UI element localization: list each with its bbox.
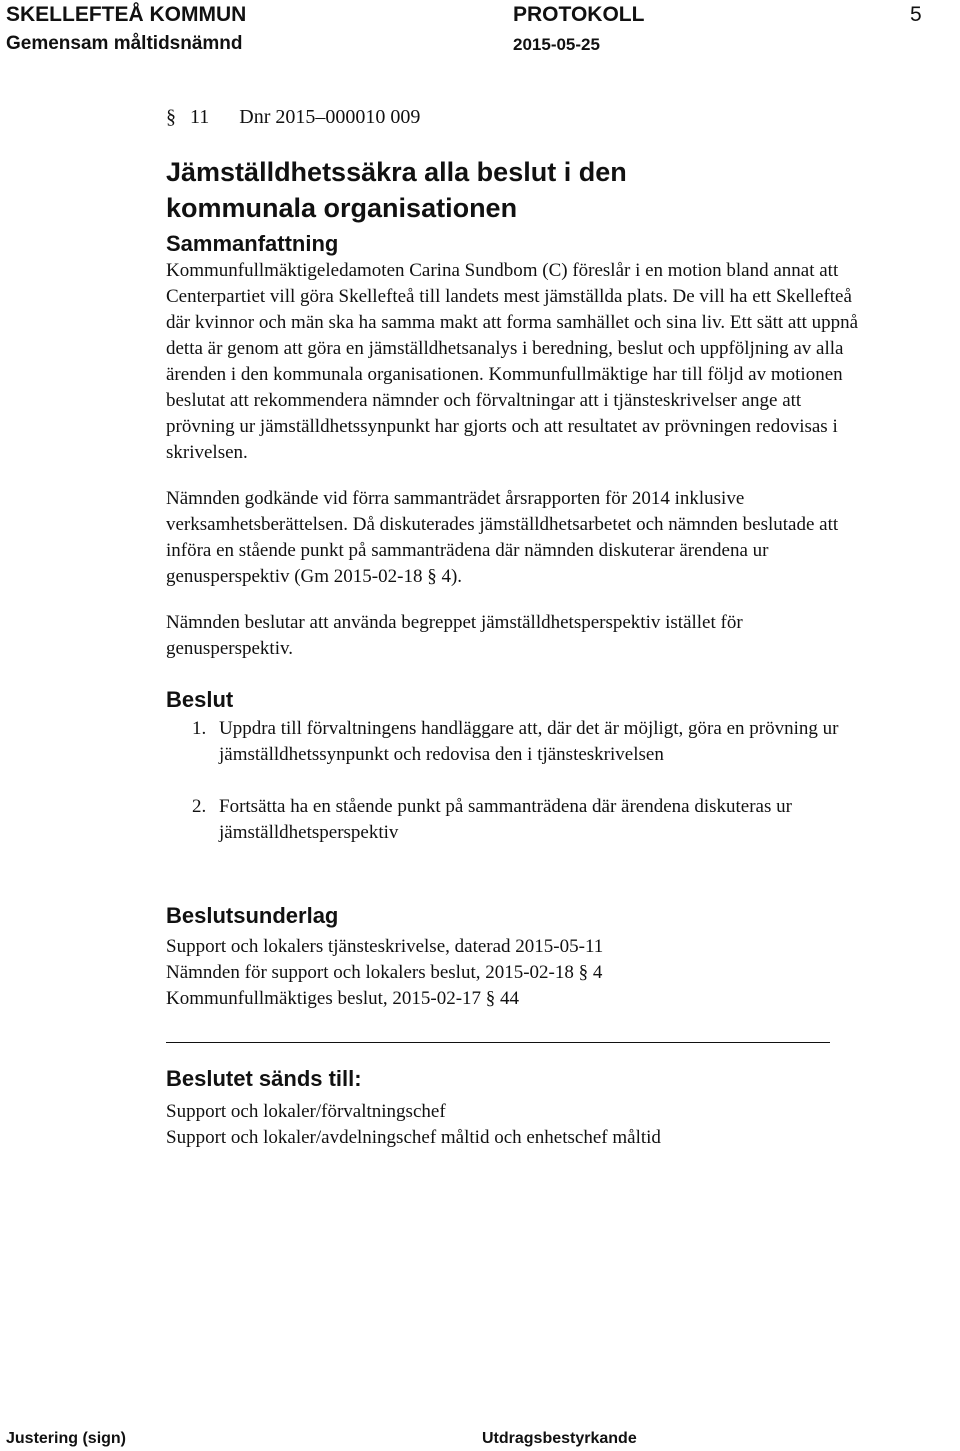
decision-item-number: 2.: [192, 796, 207, 817]
page-number: 5: [910, 3, 922, 26]
decision-item-1: [166, 716, 866, 768]
decision-item-2: [166, 794, 866, 846]
decision-item-text: Uppdra till förvaltningens handläggare att, där det är möjligt, göra en prövning ur jämställdhetssynpunkt och redovisa den i tjänsteskrivelsen: [219, 718, 839, 765]
summary-paragraph-1: Kommunfullmäktigeledamoten Carina Sundbom (C) föreslår i en motion bland annat att Centerpartiet vill göra Skellefteå till landets mest jämställda plats. De vill ha ett Skellefteå där kvinnor och män ska ha samma makt att forma samhället och sina liv. Ett sätt att uppnå detta är genom att göra en jämställdhetsanalys i beredning, beslut och uppföljning av alla ärenden i den kommunala organisationen. Kommunfullmäktige har till följd av motionen beslutat att rekommendera nämnder och förvaltningar att i tjänsteskrivelser ange att prövning ur jämställdhetssynpunkt har gjorts och att resultatet av prövningen redovisas i skrivelsen.: [166, 260, 859, 463]
basis-list: [166, 934, 866, 1012]
section-reference: [166, 104, 866, 130]
section-title-line-1: Jämställdhetssäkra alla beslut i den: [166, 157, 627, 187]
decision-item-number: 1.: [192, 718, 207, 739]
basis-line: Support och lokalers tjänsteskrivelse, daterad 2015-05-11: [166, 936, 604, 957]
summary-heading: Sammanfattning: [166, 231, 339, 256]
diary-number: Dnr 2015–000010 009: [239, 106, 421, 128]
footer-justering-label: Justering (sign): [6, 1430, 127, 1447]
decision-heading: Beslut: [166, 687, 234, 712]
recipients-heading: Beslutet sänds till:: [166, 1066, 362, 1091]
basis-line: Nämnden för support och lokalers beslut, 2015-02-18 § 4: [166, 962, 603, 983]
recipient-line: Support och lokaler/förvaltningschef: [166, 1101, 446, 1122]
board-name: Gemensam måltidsnämnd: [6, 33, 243, 54]
decision-list: [166, 716, 866, 846]
recipient-line: Support och lokaler/avdelningschef måltid och enhetschef måltid: [166, 1127, 661, 1148]
meeting-date: 2015-05-25: [513, 35, 600, 54]
summary-paragraph-2: Nämnden godkände vid förra sammanträdet årsrapporten för 2014 inklusive verksamhetsberättelsen. Då diskuterades jämställdhetsarbetet och nämnden beslutade att införa en stående punkt på sammanträdena där nämnden diskuterar ärendena ur genusperspektiv (Gm 2015-02-18 § 4).: [166, 488, 839, 587]
section-number: 11: [190, 106, 210, 128]
protocol-section: [166, 104, 866, 1151]
decision-item-text: Fortsätta ha en stående punkt på sammanträdena där ärendena diskuteras ur jämställdhetsperspektiv: [219, 796, 792, 843]
organization-name: SKELLEFTEÅ KOMMUN: [6, 3, 247, 26]
section-title-line-2: kommunala organisationen: [166, 193, 518, 223]
summary-paragraph-3: Nämnden beslutar att använda begreppet jämställdhetsperspektiv istället för genusperspektiv.: [166, 612, 743, 659]
recipients-list: [166, 1099, 866, 1151]
separator-line: [166, 1042, 830, 1043]
basis-heading: Beslutsunderlag: [166, 903, 339, 928]
document-type: PROTOKOLL: [513, 3, 645, 26]
section-symbol: §: [166, 106, 176, 128]
basis-line: Kommunfullmäktiges beslut, 2015-02-17 § 44: [166, 988, 520, 1009]
footer-utdrag-label: Utdragsbestyrkande: [482, 1430, 637, 1447]
section-title: [166, 154, 866, 226]
